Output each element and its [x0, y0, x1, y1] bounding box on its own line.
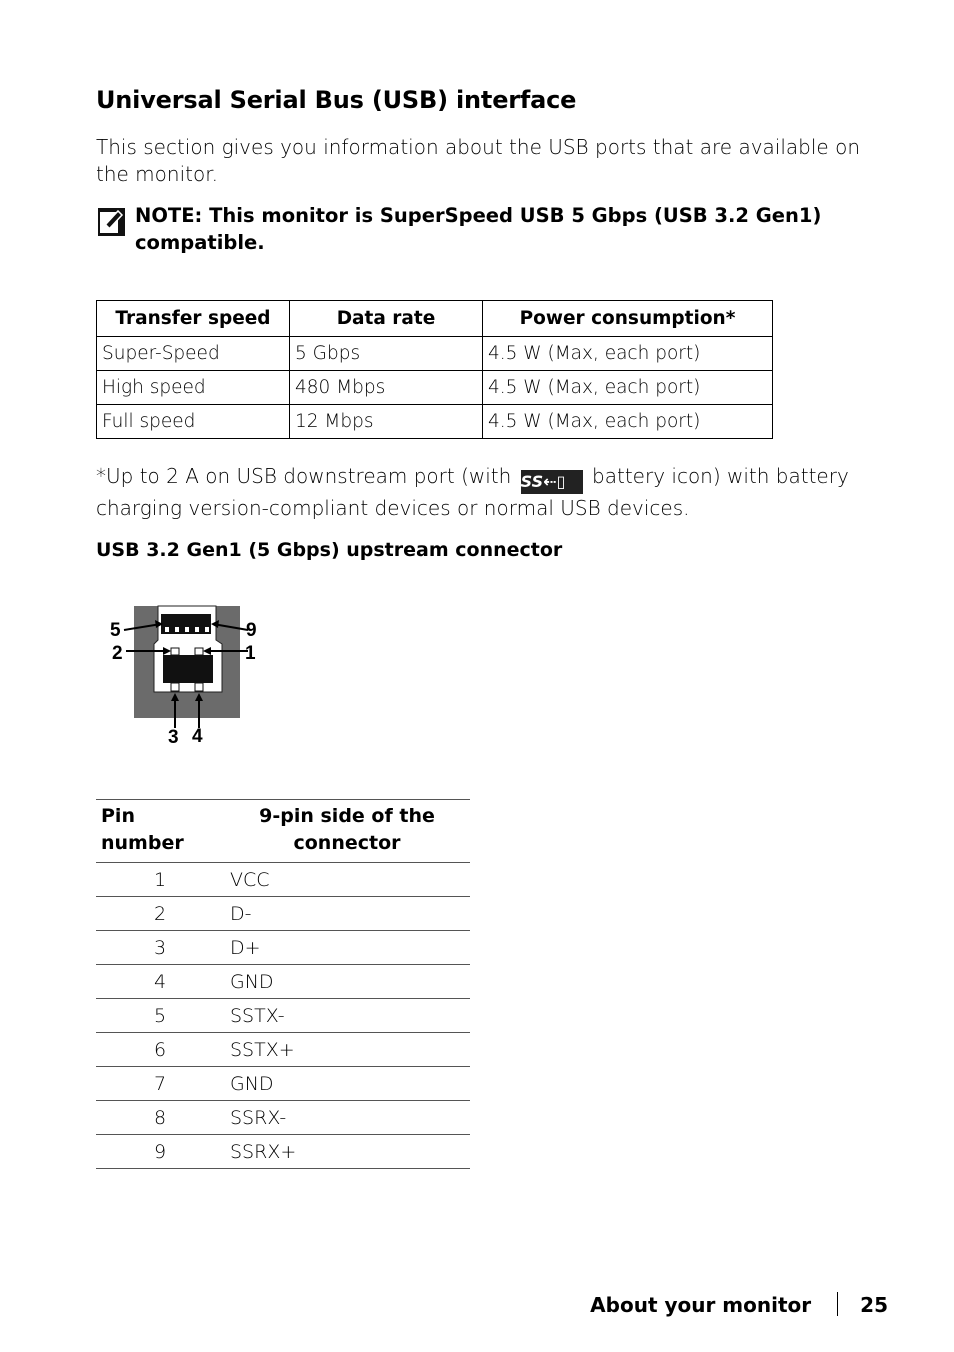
pin-signal: SSTX+ — [224, 1033, 470, 1067]
superspeed-battery-icon: SS⇠▯ — [521, 470, 583, 494]
table-cell: Super-Speed — [97, 337, 290, 371]
table-row — [97, 337, 773, 371]
pin-signal: GND — [224, 965, 470, 999]
pin-number: 1 — [96, 863, 224, 897]
pin-number: 6 — [96, 1033, 224, 1067]
footer-section-title: About your monitor — [590, 1293, 812, 1317]
page-heading: Universal Serial Bus (USB) interface — [96, 86, 577, 114]
footer-divider — [837, 1292, 838, 1316]
usb-b-connector-diagram — [106, 600, 266, 750]
footnote — [96, 462, 896, 522]
page-footer — [590, 1292, 888, 1317]
pin-label-4: 4 — [192, 726, 203, 747]
column-header: Data rate — [290, 301, 483, 337]
pin-signal: SSRX- — [224, 1101, 470, 1135]
usb-speed-table — [96, 300, 773, 439]
column-header: 9-pin side of the connector — [224, 800, 470, 863]
pin-number: 4 — [96, 965, 224, 999]
intro-paragraph: This section gives you information about the USB ports that are available on the monitor. — [96, 135, 861, 186]
table-cell: 12 Mbps — [290, 405, 483, 439]
table-row — [96, 931, 470, 965]
pin-label-9: 9 — [246, 620, 257, 641]
pin-number: 5 — [96, 999, 224, 1033]
table-cell: 4.5 W (Max, each port) — [483, 371, 773, 405]
note-pencil-icon — [98, 208, 125, 236]
pin-signal: SSTX- — [224, 999, 470, 1033]
table-cell: High speed — [97, 371, 290, 405]
column-header: Power consumption* — [483, 301, 773, 337]
column-header: Transfer speed — [97, 301, 290, 337]
pin-label-3: 3 — [168, 727, 179, 748]
footnote-text-after: battery icon) with battery charging version-compliant devices or normal USB devices. — [96, 464, 849, 520]
pin-label-1: 1 — [245, 643, 256, 664]
table-row — [96, 1135, 470, 1169]
table-row — [96, 1033, 470, 1067]
table-row — [97, 405, 773, 439]
pin-number: 8 — [96, 1101, 224, 1135]
note-text: NOTE: This monitor is SuperSpeed USB 5 Gbps (USB 3.2 Gen1) compatible. — [135, 204, 822, 254]
table-header-row — [96, 800, 470, 863]
table-cell: 4.5 W (Max, each port) — [483, 337, 773, 371]
table-cell: Full speed — [97, 405, 290, 439]
table-row — [96, 897, 470, 931]
footnote-text-before: *Up to 2 A on USB downstream port (with — [96, 464, 518, 488]
table-cell: 5 Gbps — [290, 337, 483, 371]
table-cell: 4.5 W (Max, each port) — [483, 405, 773, 439]
pin-signal: D+ — [224, 931, 470, 965]
table-row — [96, 999, 470, 1033]
table-row — [96, 863, 470, 897]
table-row — [96, 965, 470, 999]
page-number: 25 — [860, 1293, 888, 1317]
pin-label-2: 2 — [112, 643, 123, 664]
column-header: Pin number — [96, 800, 224, 863]
table-header-row — [97, 301, 773, 337]
pin-label-5: 5 — [110, 620, 121, 641]
pin-number: 3 — [96, 931, 224, 965]
pin-signal: GND — [224, 1067, 470, 1101]
table-row — [96, 1067, 470, 1101]
pin-number: 7 — [96, 1067, 224, 1101]
pin-signal: D- — [224, 897, 470, 931]
pin-number: 2 — [96, 897, 224, 931]
pin-signal: SSRX+ — [224, 1135, 470, 1169]
table-row — [97, 371, 773, 405]
superspeed-icon-label: SS — [520, 472, 544, 491]
pin-number: 9 — [96, 1135, 224, 1169]
table-row — [96, 1101, 470, 1135]
pin-assignment-table — [96, 799, 470, 1169]
table-cell: 480 Mbps — [290, 371, 483, 405]
pin-signal: VCC — [224, 863, 470, 897]
connector-subheading: USB 3.2 Gen1 (5 Gbps) upstream connector — [96, 539, 563, 561]
